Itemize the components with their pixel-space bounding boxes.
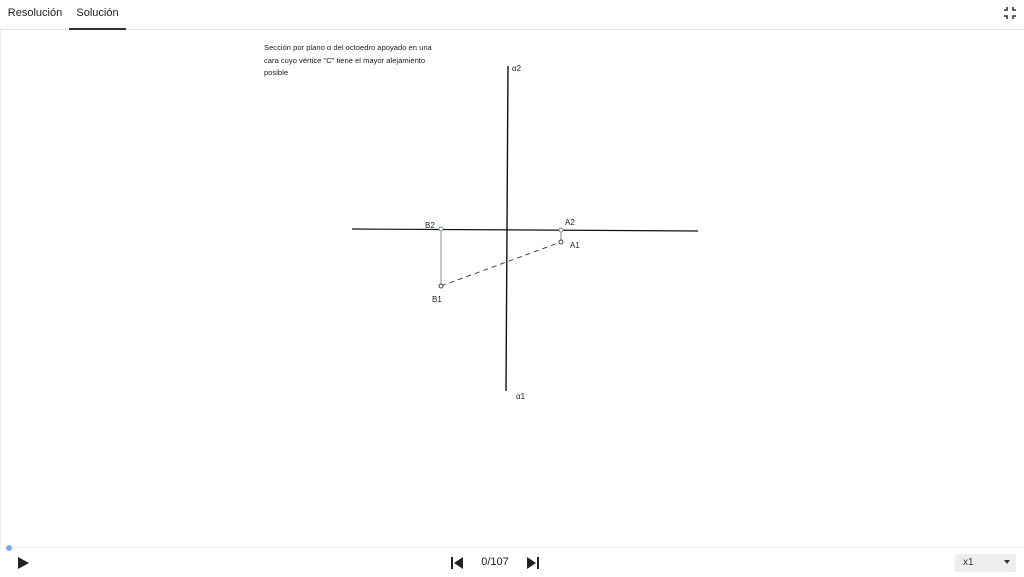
- chevron-down-icon: [1004, 560, 1010, 564]
- step-counter: 0/107: [481, 556, 509, 568]
- play-icon[interactable]: [16, 556, 30, 570]
- label-b2: B2: [425, 221, 435, 230]
- point-b1: [439, 284, 443, 288]
- trace-alpha2: [507, 66, 508, 229]
- label-a1: A1: [570, 241, 580, 250]
- label-alpha1: α1: [516, 392, 526, 401]
- label-b1: B1: [432, 295, 442, 304]
- ground-line: [352, 229, 698, 231]
- point-a1: [559, 240, 563, 244]
- progress-slider-handle[interactable]: [6, 545, 12, 551]
- speed-value: x1: [963, 557, 974, 568]
- exercise-description: Sección por plano α del octoedro apoyado en una cara cuyo vértice "C" tiene el mayor alejamiento posible: [264, 43, 432, 77]
- point-a2: [559, 228, 563, 232]
- tab-resolucion[interactable]: Resolución: [7, 7, 63, 19]
- label-a2: A2: [565, 218, 575, 227]
- tab-solucion[interactable]: Solución: [69, 0, 126, 30]
- skip-previous-icon[interactable]: [450, 556, 464, 570]
- trace-alpha1: [506, 229, 507, 391]
- skip-next-icon[interactable]: [526, 556, 540, 570]
- point-b2: [439, 227, 443, 231]
- segment-a1-b1: [441, 242, 561, 286]
- label-alpha2: α2: [512, 64, 522, 73]
- speed-select[interactable]: [955, 554, 1016, 572]
